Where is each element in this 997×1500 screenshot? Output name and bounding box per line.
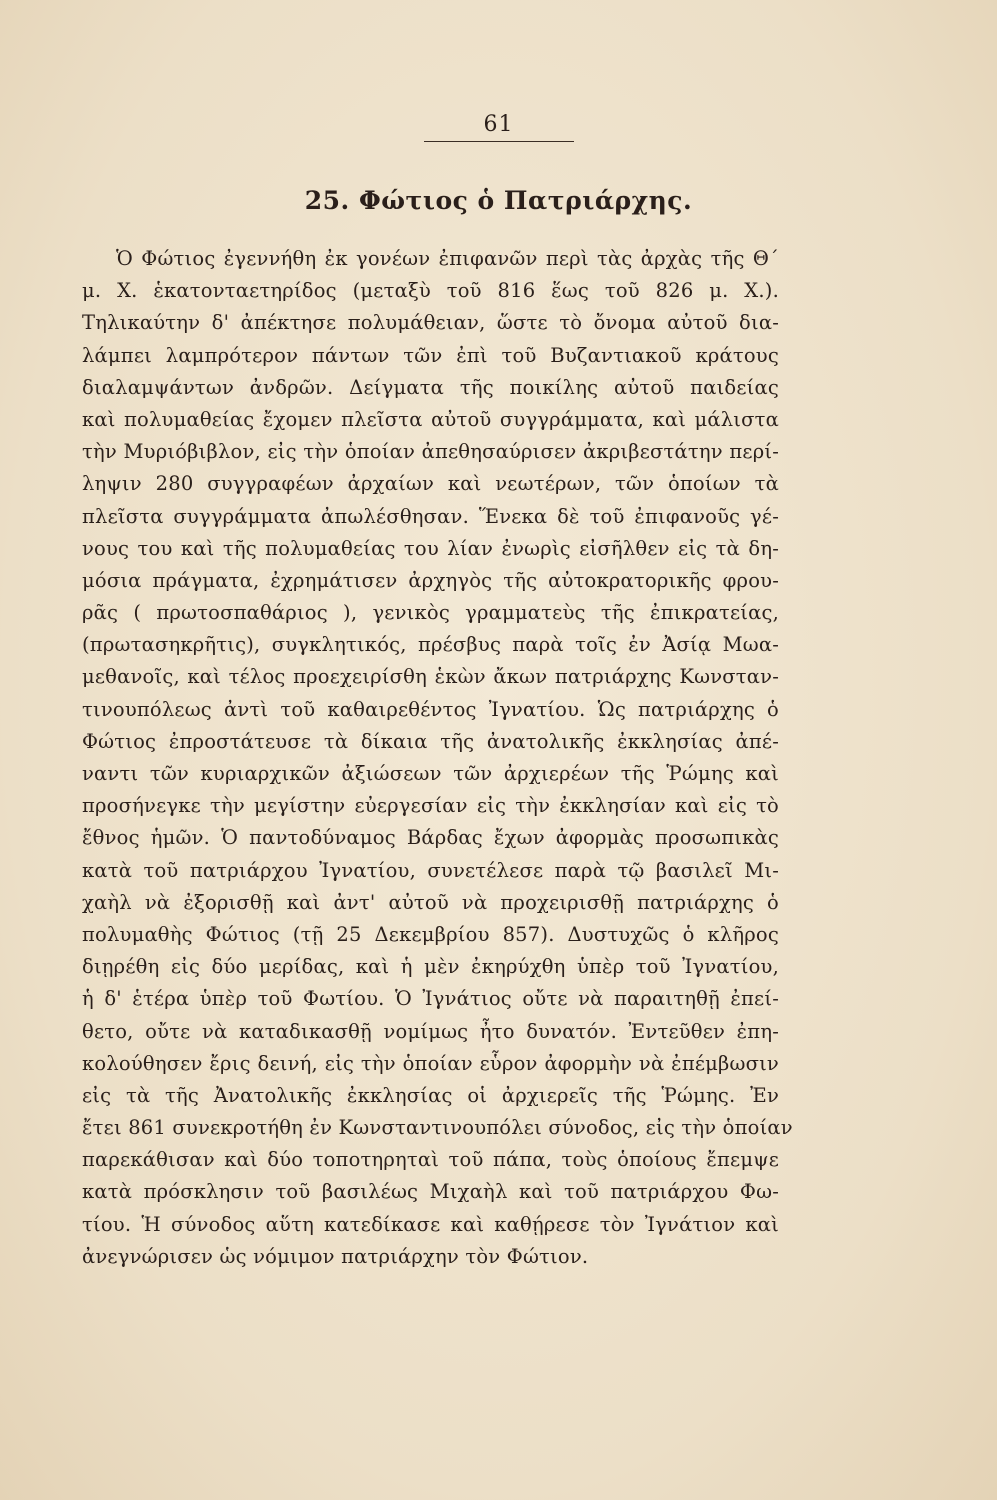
text-line: νους του καὶ τῆς πολυμαθείας του λίαν ἐνωρὶς εἰσῆλθεν εἰς τὰ δη-	[82, 536, 779, 560]
text-line: τὴν Μυριόβιβλον, εἰς τὴν ὁποίαν ἀπεθησαύρισεν ἀκριβεστάτην περί-	[82, 440, 779, 464]
text-line: λάμπει λαμπρότερον πάντων τῶν ἐπὶ τοῦ Βυζαντιακοῦ κράτους	[82, 343, 779, 367]
text-line: ληψιν 280 συγγραφέων ἀρχαίων καὶ νεωτέρων, τῶν ὁποίων τὰ	[82, 472, 779, 496]
text-line: διαλαμψάντων ἀνδρῶν. Δείγματα τῆς ποικίλης αὐτοῦ παιδείας	[82, 375, 779, 399]
text-line: ρᾶς ( πρωτοσπαθάριος ), γενικὸς γραμματεὺς τῆς ἐπικρατείας,	[82, 601, 779, 625]
body-paragraph	[82, 243, 793, 1273]
text-line: (πρωτασηκρῆτις), συγκλητικός, πρέσβυς παρὰ τοῖς ἐν Ἀσίᾳ Μωα-	[82, 633, 779, 657]
text-line: εἰς τὰ τῆς Ἀνατολικῆς ἐκκλησίας οἱ ἀρχιερεῖς τῆς Ῥώμης. Ἐν	[82, 1083, 779, 1107]
text-line: προσήνεγκε τὴν μεγίστην εὐεργεσίαν εἰς τὴν ἐκκλησίαν καὶ εἰς τὸ	[82, 794, 779, 818]
text-line: παρεκάθισαν καὶ δύο τοποτηρηταὶ τοῦ πάπα, τοὺς ὁποίους ἔπεμψε	[82, 1148, 779, 1172]
text-line: μόσια πράγματα, ἐχρημάτισεν ἀρχηγὸς τῆς αὐτοκρατορικῆς φρου-	[82, 568, 779, 592]
text-line: ἀνεγνώρισεν ὡς νόμιμον πατριάρχην τὸν Φώτιον.	[82, 1244, 589, 1268]
text-line: κατὰ τοῦ πατριάρχου Ἰγνατίου, συνετέλεσε παρὰ τῷ βασιλεῖ Μι-	[82, 858, 779, 882]
text-line: Ὁ Φώτιος ἐγεννήθη ἐκ γονέων ἐπιφανῶν περὶ τὰς ἀρχὰς τῆς Θ΄	[116, 247, 779, 270]
text-line: θετο, οὔτε νὰ καταδικασθῇ νομίμως ἦτο δυνατόν. Ἐντεῦθεν ἐπη-	[82, 1019, 779, 1043]
text-line: ναντι τῶν κυριαρχικῶν ἀξιώσεων τῶν ἀρχιερέων τῆς Ῥώμης καὶ	[82, 762, 779, 785]
text-line: κολούθησεν ἔρις δεινή, εἰς τὴν ὁποίαν εὗρον ἀφορμὴν νὰ ἐπέμβωσιν	[82, 1051, 779, 1075]
page-header	[0, 112, 997, 142]
text-line: Τηλικαύτην δ' ἀπέκτησε πολυμάθειαν, ὥστε τὸ ὄνομα αὐτοῦ δια-	[82, 311, 779, 335]
text-line: κατὰ πρόσκλησιν τοῦ βασιλέως Μιχαὴλ καὶ τοῦ πατριάρχου Φω-	[82, 1180, 779, 1204]
chapter-title: 25. Φώτιος ὁ Πατριάρχης.	[304, 186, 693, 215]
text-line: Φώτιος ἐπροστάτευσε τὰ δίκαια τῆς ἀνατολικῆς ἐκκλησίας ἀπέ-	[82, 729, 779, 753]
header-divider	[424, 141, 574, 142]
text-line: ἔτει 861 συνεκροτήθη ἐν Κωνσταντινουπόλει σύνοδος, εἰς τὴν ὁποίαν	[82, 1116, 793, 1140]
text-line: τίου. Ἡ σύνοδος αὕτη κατεδίκασε καὶ καθῄρεσε τὸν Ἰγνάτιον καὶ	[82, 1212, 779, 1236]
text-line: καὶ πολυμαθείας ἔχομεν πλεῖστα αὐτοῦ συγγράμματα, καὶ μάλιστα	[82, 407, 779, 431]
text-line: πλεῖστα συγγράμματα ἀπωλέσθησαν. Ἕνεκα δὲ τοῦ ἐπιφανοῦς γέ-	[82, 504, 779, 528]
text-line: μεθανοῖς, καὶ τέλος προεχειρίσθη ἑκὼν ἄκων πατριάρχης Κωνσταν-	[82, 665, 779, 689]
text-line: διῃρέθη εἰς δύο μερίδας, καὶ ἡ μὲν ἐκηρύχθη ὑπὲρ τοῦ Ἰγνατίου,	[82, 955, 779, 979]
text-line: ἡ δ' ἑτέρα ὑπὲρ τοῦ Φωτίου. Ὁ Ἰγνάτιος οὔτε νὰ παραιτηθῇ ἐπεί-	[82, 987, 779, 1011]
page-number: 61	[483, 112, 514, 137]
text-line: τινουπόλεως ἀντὶ τοῦ καθαιρεθέντος Ἰγνατίου. Ὡς πατριάρχης ὁ	[82, 697, 779, 721]
text-line: χαὴλ νὰ ἐξορισθῇ καὶ ἀντ' αὐτοῦ νὰ προχειρισθῇ πατριάρχης ὁ	[82, 890, 779, 914]
text-line: πολυμαθὴς Φώτιος (τῇ 25 Δεκεμβρίου 857). Δυστυχῶς ὁ κλῆρος	[82, 922, 779, 946]
text-line: μ. Χ. ἑκατονταετηρίδος (μεταξὺ τοῦ 816 ἕως τοῦ 826 μ. Χ.).	[82, 279, 779, 303]
text-line: ἔθνος ἡμῶν. Ὁ παντοδύναμος Βάρδας ἔχων ἀφορμὰς προσωπικὰς	[82, 826, 779, 850]
